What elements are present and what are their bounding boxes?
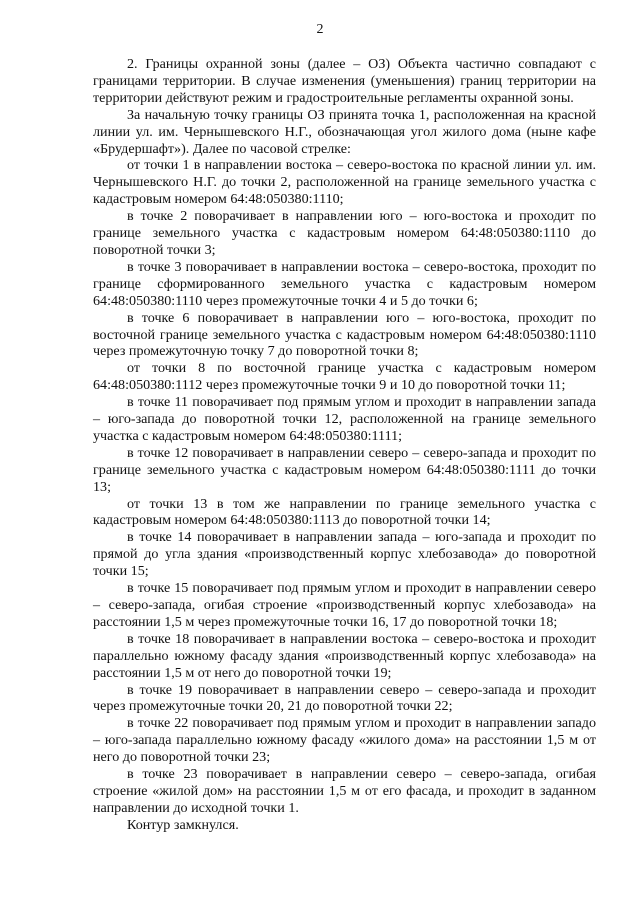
paragraph: в точке 12 поворачивает в направлении северо – северо-запада и проходит по границе земельного участка с кадастровым номером 64:48:050380:1111 до точки 13;	[93, 444, 596, 495]
paragraph: от точки 1 в направлении востока – северо-востока по красной линии ул. им. Чернышевского Н.Г. до точки 2, расположенной на границе земельного участка с кадастровым номером 64:48:050380:1110;	[93, 157, 596, 208]
document-body	[93, 56, 596, 834]
paragraph: За начальную точку границы ОЗ принята точка 1, расположенная на красной линии ул. им. Чернышевского Н.Г., обозначающая угол жилого дома (ныне кафе «Брудершафт»). Далее по часовой стрелке:	[93, 106, 596, 157]
paragraph: от точки 8 по восточной границе участка с кадастровым номером 64:48:050380:1112 через промежуточные точки 9 и 10 до поворотной точки 11;	[93, 360, 596, 394]
paragraph: в точке 23 поворачивает в направлении северо – северо-запада, огибая строение «жилой дом» на расстоянии 1,5 м от его фасада, и проходит в заданном направлении до исходной точки 1.	[93, 766, 596, 816]
paragraph: в точке 3 поворачивает в направлении востока – северо-востока, проходит по границе сформированного земельного участка с кадастровым номером 64:48:050380:1110 через промежуточные точки 4 и 5 до точки 6;	[93, 258, 596, 309]
closing-paragraph: Контур замкнулся.	[127, 816, 239, 833]
page-number: 2	[316, 22, 324, 37]
paragraph: в точке 6 поворачивает в направлении юго – юго-востока, проходит по восточной границе земельного участка с кадастровым номером 64:48:050380:1110 через промежуточную точку 7 до поворотной точки 8;	[93, 309, 596, 360]
paragraph: в точке 18 поворачивает в направлении востока – северо-востока и проходит параллельно южному фасаду здания «производственный корпус хлебозавода» на расстоянии 1,5 м от него до поворотной точки 19;	[93, 630, 596, 681]
paragraph: в точке 11 поворачивает под прямым углом и проходит в направлении запада – юго-запада до поворотной точки 12, расположенной на границе земельного участка с кадастровым номером 64:48:050380:1111;	[93, 394, 596, 444]
paragraph: в точке 14 поворачивает в направлении запада – юго-запада и проходит по прямой до угла здания «производственный корпус хлебозавода» до поворотной точки 15;	[93, 529, 596, 580]
paragraph: 2. Границы охранной зоны (далее – ОЗ) Объекта частично совпадают с границами территории. В случае изменения (уменьшения) границ территории на территории действуют режим и градостроительные регламенты охранной зоны.	[93, 56, 596, 106]
paragraph: в точке 22 поворачивает под прямым углом и проходит в направлении западо – юго-запада параллельно южному фасаду «жилого дома» на расстоянии 1,5 м от него до поворотной точки 23;	[93, 715, 596, 766]
paragraph: в точке 15 поворачивает под прямым углом и проходит в направлении северо – северо-запада, огибая строение «производственный корпус хлебозавода» на расстоянии 1,5 м через промежуточные точки 16, 17 до поворотной точки 18;	[93, 580, 596, 630]
paragraph: в точке 2 поворачивает в направлении юго – юго-востока и проходит по границе земельного участка с кадастровым номером 64:48:050380:1110 до поворотной точки 3;	[93, 208, 596, 258]
paragraph: от точки 13 в том же направлении по границе земельного участка с кадастровым номером 64:48:050380:1113 до поворотной точки 14;	[93, 495, 596, 529]
paragraph: в точке 19 поворачивает в направлении северо – северо-запада и проходит через промежуточные точки 20, 21 до поворотной точки 22;	[93, 681, 596, 715]
